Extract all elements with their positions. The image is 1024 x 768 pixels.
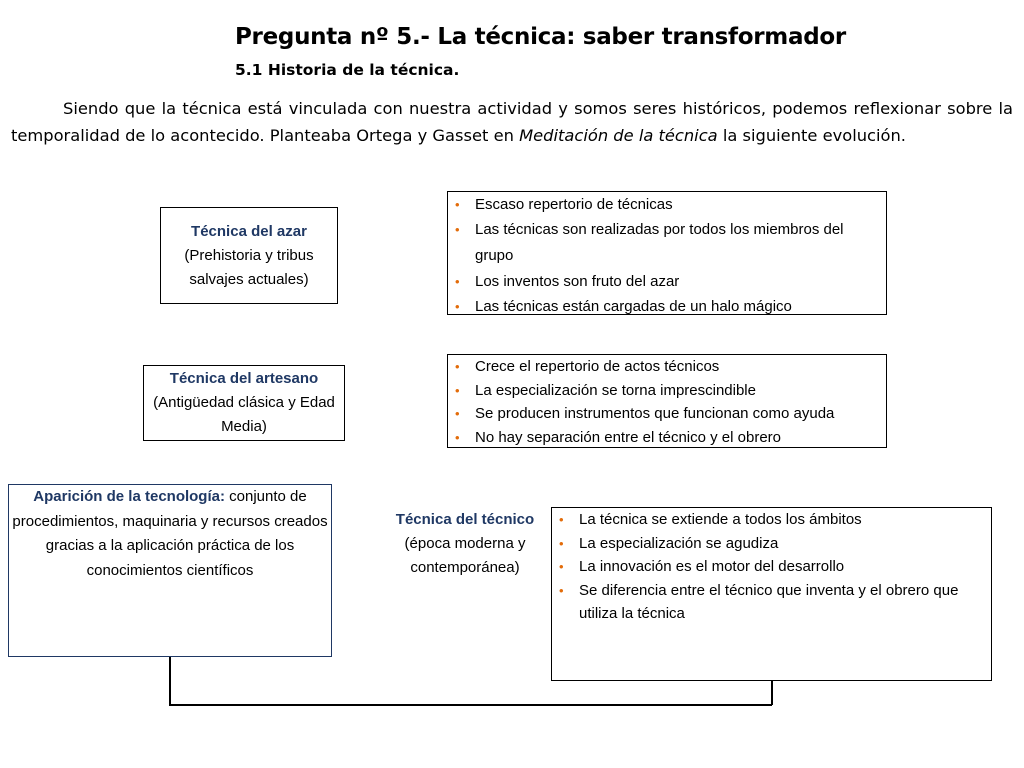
page-title: Pregunta nº 5.- La técnica: saber transformador (235, 24, 846, 50)
connector-left-vertical (169, 657, 171, 705)
connector-right-vertical (771, 681, 773, 705)
stage-box-azar (160, 207, 338, 304)
trait-text: Se producen instrumentos que funcionan como ayuda (475, 405, 835, 422)
stage-name: Técnica del técnico (395, 511, 535, 528)
stage-box-artesano (143, 365, 345, 441)
trait-text: Las técnicas son realizadas por todos los miembros del grupo (475, 221, 844, 264)
bullet-dot-icon: • (455, 382, 460, 398)
bullet-dot-icon: • (455, 359, 460, 374)
book-title: Meditación de la técnica (519, 126, 718, 145)
traits-box-azar (447, 191, 887, 315)
trait-text: Se diferencia entre el técnico que inventa y el obrero que utiliza la técnica (579, 581, 959, 622)
bullet-dot-icon: • (455, 222, 460, 237)
section-subtitle: 5.1 Historia de la técnica. (235, 61, 460, 79)
bullet-dot-icon: • (455, 406, 460, 421)
traits-box-artesano (447, 354, 887, 448)
trait-text: La innovación es el motor del desarrollo (579, 558, 845, 575)
technology-box (8, 484, 332, 657)
trait-item (552, 579, 991, 626)
trait-text: La especialización se torna imprescindible (475, 381, 756, 399)
trait-text: Crece el repertorio de actos técnicos (475, 358, 720, 375)
stage-period: (Prehistoria y tribus salvajes actuales) (184, 247, 314, 288)
trait-item (448, 402, 886, 426)
bullet-dot-icon: • (455, 299, 460, 314)
bullet-dot-icon: • (559, 512, 564, 527)
trait-text: La técnica se extiende a todos los ámbitos (579, 511, 862, 528)
trait-item (448, 355, 886, 379)
bullet-dot-icon: • (455, 274, 460, 289)
stage-period: (Antigüedad clásica y Edad Media) (153, 394, 335, 435)
trait-item (448, 217, 886, 269)
trait-item (448, 379, 886, 403)
trait-text: Los inventos son fruto del azar (475, 273, 680, 290)
trait-item (552, 532, 991, 556)
trait-item (448, 426, 886, 450)
technology-name: Aparición de la tecnología: (33, 488, 225, 505)
bullet-dot-icon: • (455, 197, 460, 212)
bullet-dot-icon: • (559, 559, 564, 574)
connector-bottom-horizontal (169, 704, 772, 706)
trait-item (448, 269, 886, 294)
stage-box-tecnico (380, 508, 550, 580)
stage-name: Técnica del artesano (169, 370, 319, 387)
intro-paragraph (11, 95, 1013, 149)
trait-text: Las técnicas están cargadas de un halo mágico (475, 298, 792, 315)
trait-text: No hay separación entre el técnico y el obrero (475, 428, 782, 446)
bullet-dot-icon: • (455, 429, 460, 445)
intro-text-before: Siendo que la técnica está vinculada con nuestra actividad y somos seres históricos, podemos reflexionar sobre la temporalidad de lo acontecido. Planteaba Ortega y Gasset en (11, 99, 1013, 145)
trait-text: La especialización se agudiza (579, 534, 779, 552)
trait-text: Escaso repertorio de técnicas (475, 196, 673, 213)
trait-item (448, 192, 886, 217)
bullet-dot-icon: • (559, 535, 564, 551)
stage-name: Técnica del azar (191, 223, 307, 240)
trait-item (552, 508, 991, 532)
traits-box-tecnico (551, 507, 992, 681)
trait-item (448, 294, 886, 319)
bullet-dot-icon: • (559, 582, 564, 598)
intro-text-after: la siguiente evolución. (717, 126, 906, 145)
technology-definition: conjunto de procedimientos, maquinaria y recursos creados gracias a la aplicación práctica de los conocimientos científicos (12, 488, 328, 579)
stage-period: (época moderna y contemporánea) (404, 535, 526, 576)
trait-item (552, 555, 991, 579)
